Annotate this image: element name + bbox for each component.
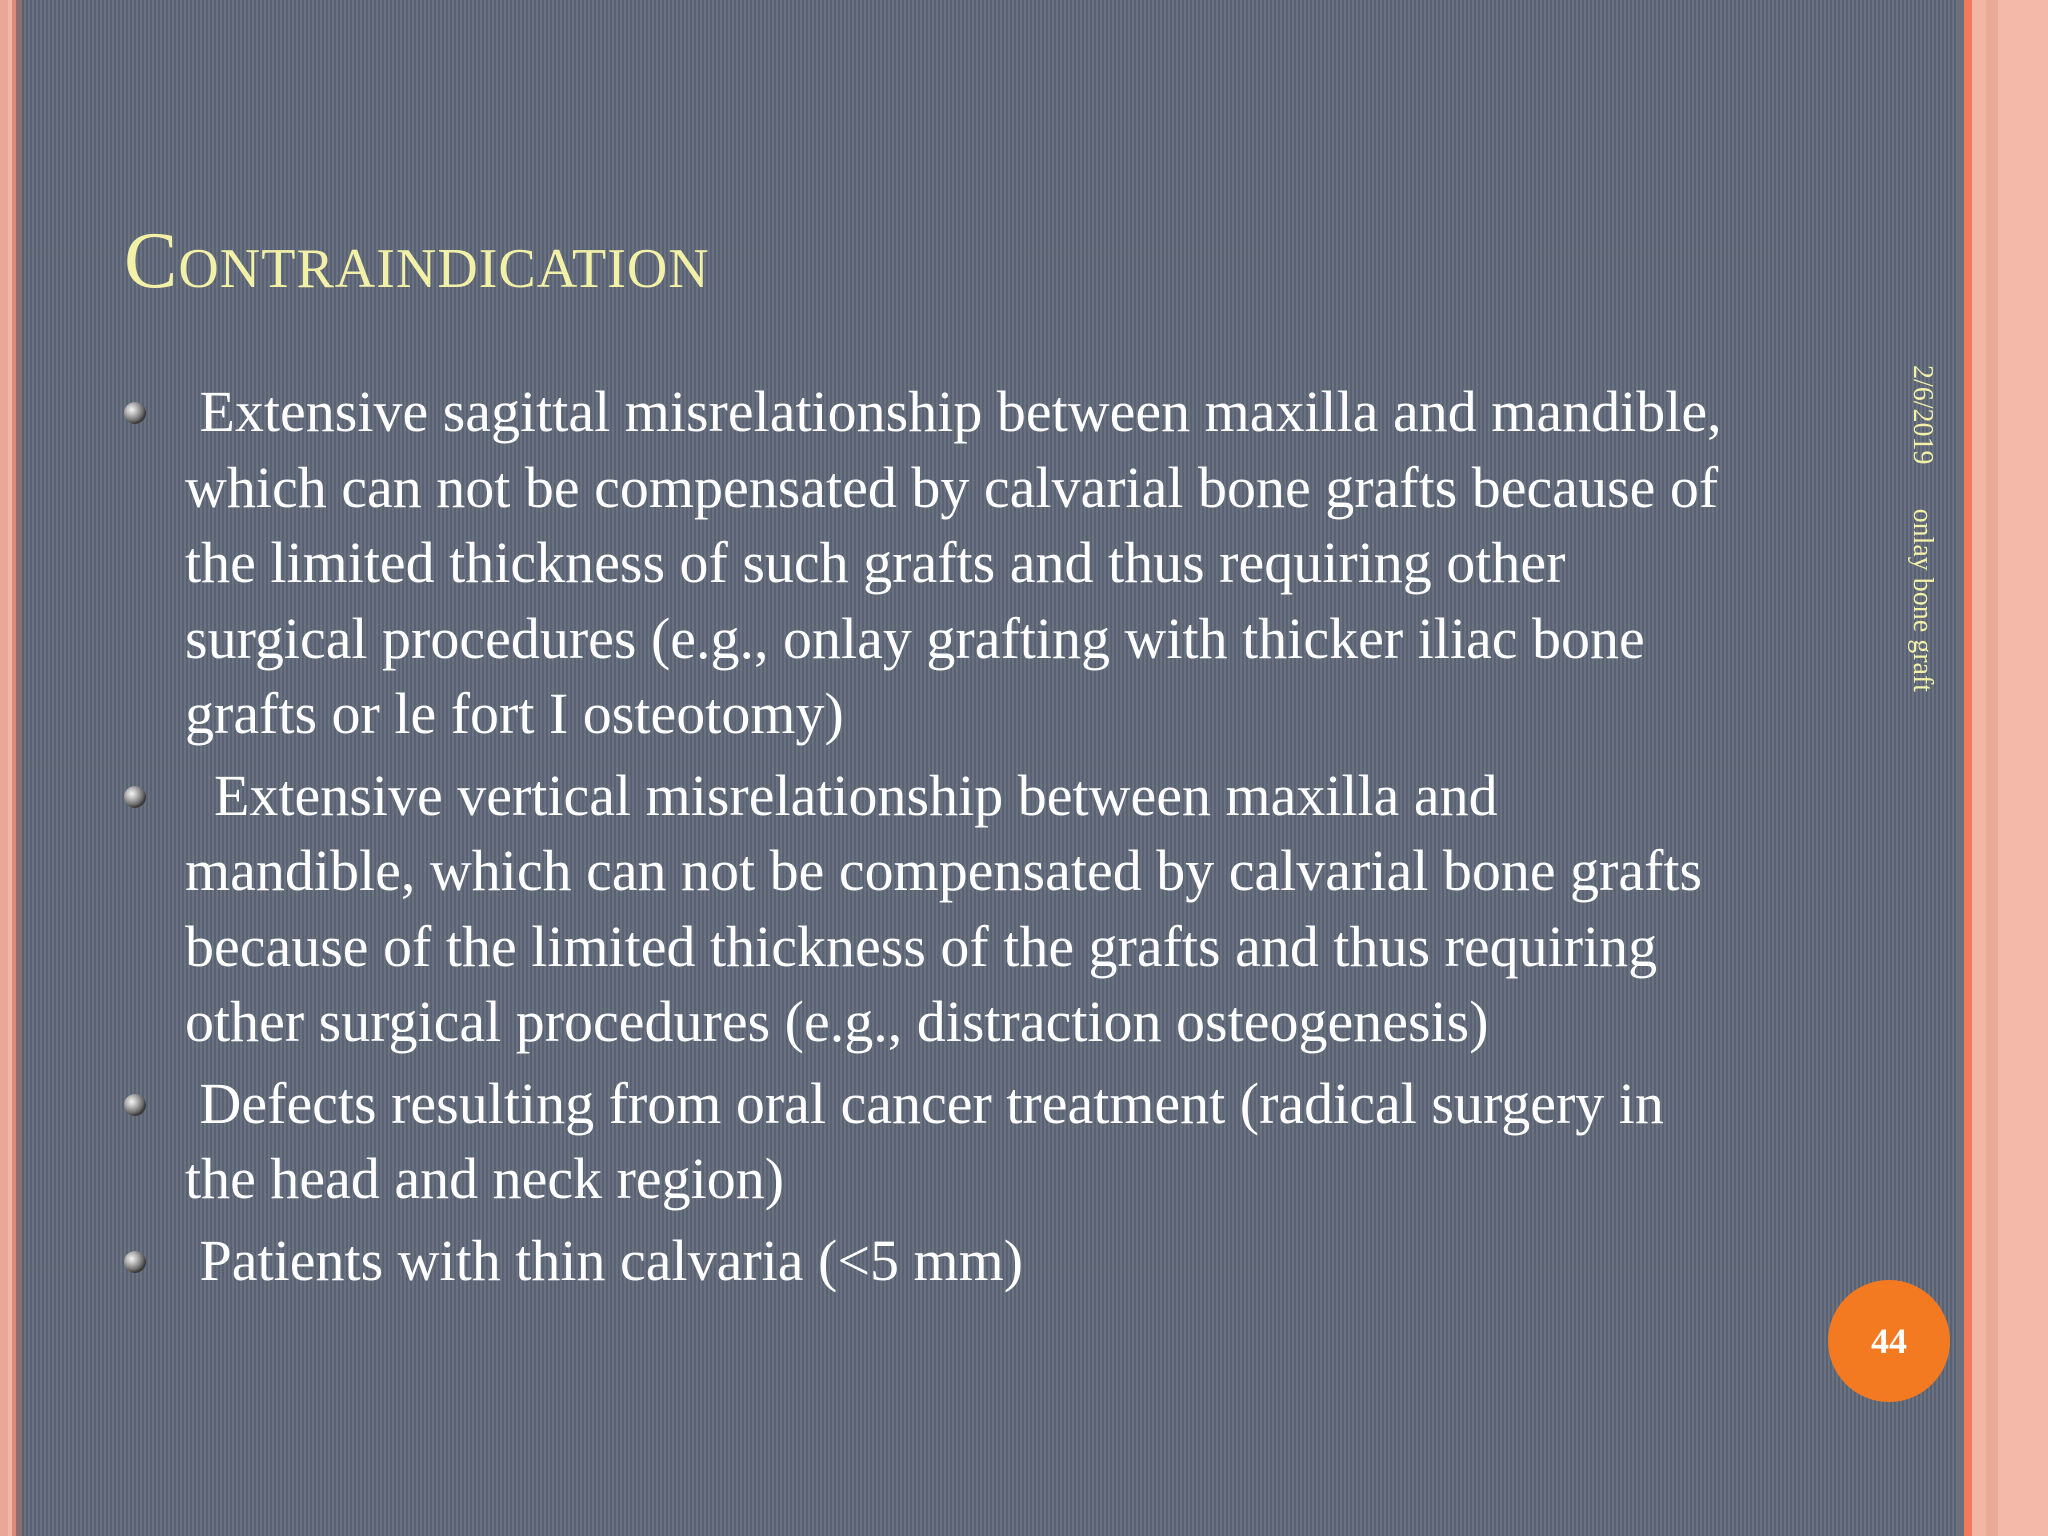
slide-footer-text: onlay bone graft <box>1907 508 1938 693</box>
bullet-item <box>120 374 1740 752</box>
bullet-list <box>120 374 1740 1304</box>
bullet-text: Extensive vertical misrelationship between maxilla and mandible, which can not be compensated by calvarial bone grafts because of the limited thickness of the grafts and thus requiring other surgical procedures (e.g., distraction osteogenesis) <box>185 762 1717 1054</box>
slide-date: 2/6/2019 <box>1907 365 1938 465</box>
side-footer <box>1905 365 1939 692</box>
bullet-item <box>120 1223 1740 1299</box>
bullet-item <box>120 1066 1740 1217</box>
bullet-sphere-icon <box>124 786 146 808</box>
slide-title: Contraindication <box>124 217 710 305</box>
bullet-sphere-icon <box>124 1251 146 1273</box>
page-number-badge <box>1828 1280 1950 1402</box>
bullet-sphere-icon <box>124 402 146 424</box>
bullet-sphere-icon <box>124 1094 146 1116</box>
left-border-decoration <box>0 0 22 1536</box>
page-number: 44 <box>1871 1321 1907 1361</box>
bullet-text: Extensive sagittal misrelationship between maxilla and mandible, which can not be compensated by calvarial bone grafts because of the limited thickness of such grafts and thus requiring other surgical procedures (e.g., onlay grafting with thicker iliac bone grafts or le fort I osteotomy) <box>185 379 1737 746</box>
right-border-decoration <box>1958 0 2048 1536</box>
bullet-item <box>120 758 1740 1060</box>
bullet-text: Patients with thin calvaria (<5 mm) <box>185 1227 1024 1293</box>
bullet-text: Defects resulting from oral cancer treatment (radical surgery in the head and neck region) <box>185 1070 1679 1211</box>
